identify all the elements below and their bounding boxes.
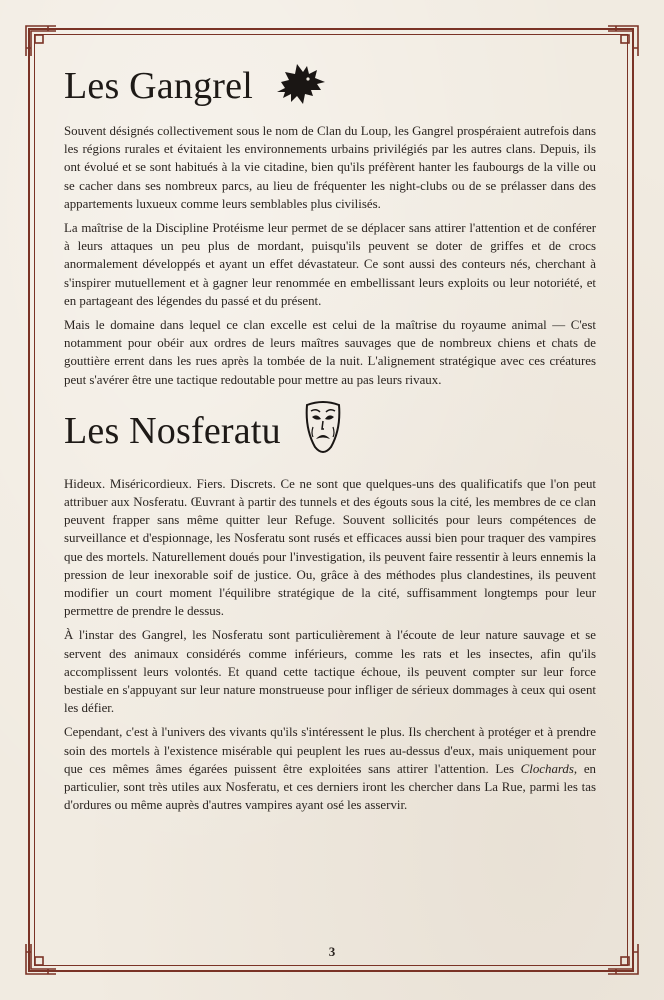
paragraph: Souvent désignés collectivement sous le nom de Clan du Loup, les Gangrel prospéraient autrefois dans les régions rurales et évitaient les environnements urbains privilégiés par les autres clans. Depuis, ils ont évolué et se sont habitués à la vie citadine, bien qu'ils préfèrent hanter les faubourgs de la ville ou se cacher dans ses nombreux parcs, au lieu de fréquenter les night-clubs ou de se prélasser dans des appartements luxueux comme leurs semblables plus civilisés. bbox=[64, 124, 596, 211]
italic-term: Clochards bbox=[520, 761, 574, 776]
section-nosferatu bbox=[64, 395, 596, 815]
page-content bbox=[64, 56, 596, 821]
corner-ornament-icon bbox=[24, 24, 58, 58]
section-gangrel bbox=[64, 56, 596, 389]
paragraph-text: , en particulier, sont très utiles aux Nosferatu, et ces derniers iront les chercher dans La Rue, parmi les tas d'ordures ou même auprès d'autres vampires ayant osé les asservir. bbox=[64, 761, 596, 813]
section-body bbox=[64, 475, 596, 815]
section-heading bbox=[64, 395, 596, 467]
corner-ornament-icon bbox=[606, 24, 640, 58]
paragraph bbox=[64, 723, 596, 814]
paragraph: À l'instar des Gangrel, les Nosferatu sont particulièrement à l'écoute de leur nature sauvage et se servent des animaux considérés comme inférieurs, comme les rats et les insectes, afin qu'ils accomplissent leurs volontés. Et quand cette tactique échoue, ils peuvent compter sur leur force bestiale en s'appuyant sur leur nature monstrueuse pour infliger de sérieux dommages à ceux qui osent les défier. bbox=[64, 628, 596, 716]
section-title: Les Nosferatu bbox=[64, 409, 281, 452]
paragraph-text: Cependant, c'est à l'univers des vivants qu'ils s'intéressent le plus. Ils cherchent à protéger et à prendre soin des mortels à l'existence misérable qui peuplent les rues au-dessus d'eux, mais uniquement pour que ces mêmes âmes égarées puissent être exploitées sans attirer l'attention. Les bbox=[64, 725, 596, 776]
page-number: 3 bbox=[328, 944, 336, 959]
wolf-head-icon bbox=[275, 62, 327, 111]
tragedy-mask-icon bbox=[303, 399, 343, 462]
paragraph: Mais le domaine dans lequel ce clan excelle est celui de la maîtrise du royaume animal — C'est notamment pour obéir aux ordres de leurs maîtres sauvages que de nombreux chiens et chats de gouttière errent dans les rues après la tombée de la nuit. L'alignement stratégique avec ces créatures peut s'avérer être une tactique redoutable pour mettre au pas leurs rivaux. bbox=[64, 318, 596, 387]
section-body bbox=[64, 122, 596, 389]
section-heading bbox=[64, 56, 596, 116]
section-title: Les Gangrel bbox=[64, 65, 253, 107]
paragraph: La maîtrise de la Discipline Protéisme leur permet de se déplacer sans attirer l'attention et de conférer à leurs attaques un peu plus de mordant, puisqu'ils peuvent se doter de griffes et de crocs anormalement développés et ayant un effet dévastateur. Ce sont aussi des conteurs nés, cherchant à s'inspirer mutuellement et à gagner leur renommée en embellissant leurs exploits ou leur notoriété, et en partageant des légendes du passé et du présent. bbox=[64, 221, 596, 308]
paragraph: Hideux. Miséricordieux. Fiers. Discrets. Ce ne sont que quelques-uns des qualificatifs que l'on peut attribuer aux Nosferatu. Œuvrant à partir des tunnels et des égouts sous la cité, les membres de ce clan peuvent frapper sans même quitter leur Refuge. Souvent sollicités pour leurs compétences de surveillance et d'espionnage, les Nosferatu sont rusés et efficaces aussi bien pour traquer des vampires que des mortels. Naturellement doués pour l'investigation, ils peuvent faire ressentir à leurs ennemis la pression de leur inexorable soif de justice. Ou, grâce à des méthodes plus clandestines, ils peuvent modifier un court moment l'équilibre stratégique de la cité, suffisamment longtemps pour leur permettre de prendre le dessus. bbox=[64, 476, 596, 619]
